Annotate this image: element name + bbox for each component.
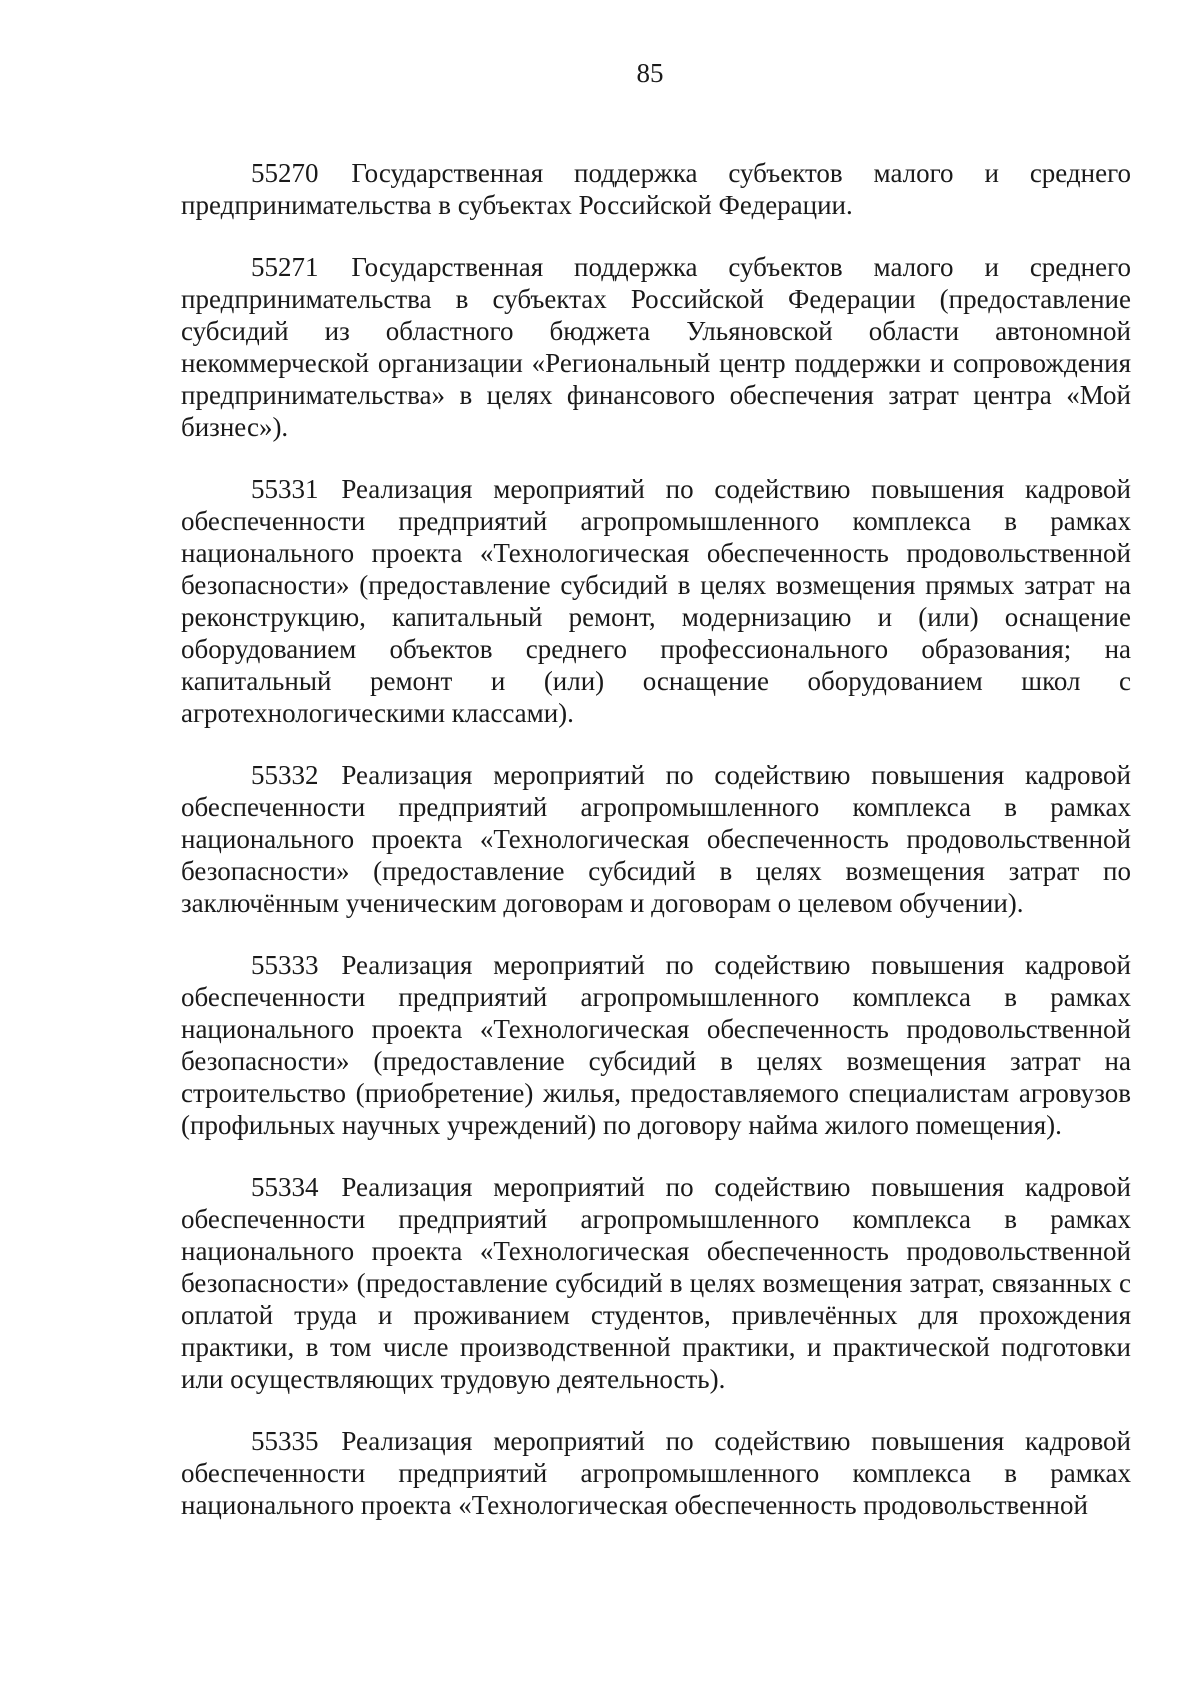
budget-code: 55333 xyxy=(251,950,319,980)
paragraph-55331 xyxy=(181,473,1131,729)
budget-code: 55270 xyxy=(251,158,319,188)
paragraph-55335 xyxy=(181,1425,1131,1521)
paragraph-text: Реализация мероприятий по содействию повышения кадровой обеспеченности предприятий агропромышленного комплекса в рамках национального проекта «Технологическая обеспеченность продовольственной безопасности» (предоставление субсидий в целях возмещения затрат по заключённым ученическим договорам и договорам о целевом обучении). xyxy=(181,760,1131,918)
budget-code: 55332 xyxy=(251,760,319,790)
page-number: 85 xyxy=(636,58,664,88)
paragraph-55333 xyxy=(181,949,1131,1141)
budget-code: 55334 xyxy=(251,1172,319,1202)
document-body xyxy=(181,157,1131,1551)
budget-code: 55335 xyxy=(251,1426,319,1456)
paragraph-text: Реализация мероприятий по содействию повышения кадровой обеспеченности предприятий агропромышленного комплекса в рамках национального проекта «Технологическая обеспеченность продовольственной безопасности» (предоставление субсидий в целях возмещения затрат, связанных с оплатой труда и проживанием студентов, привлечённых для прохождения практики, в том числе производственной практики, и практической подготовки или осуществляющих трудовую деятельность). xyxy=(181,1172,1131,1394)
paragraph-text: Государственная поддержка субъектов малого и среднего предпринимательства в субъектах Российской Федерации. xyxy=(181,158,1131,220)
budget-code: 55271 xyxy=(251,252,319,282)
paragraph-text: Государственная поддержка субъектов малого и среднего предпринимательства в субъектах Российской Федерации (предоставление субсидий из областного бюджета Ульяновской области автономной некоммерческой организации «Региональный центр поддержки и сопровождения предпринимательства» в целях финансового обеспечения затрат центра «Мой бизнес»). xyxy=(181,252,1131,442)
paragraph-text: Реализация мероприятий по содействию повышения кадровой обеспеченности предприятий агропромышленного комплекса в рамках национального проекта «Технологическая обеспеченность продовольственной безопасности» (предоставление субсидий в целях возмещения прямых затрат на реконструкцию, капитальный ремонт, модернизацию и (или) оснащение оборудованием объектов среднего профессионального образования; на капитальный ремонт и (или) оснащение оборудованием школ с агротехнологическими классами). xyxy=(181,474,1131,728)
paragraph-55334 xyxy=(181,1171,1131,1395)
paragraph-text: Реализация мероприятий по содействию повышения кадровой обеспеченности предприятий агропромышленного комплекса в рамках национального проекта «Технологическая обеспеченность продовольственной безопасности» (предоставление субсидий в целях возмещения затрат на строительство (приобретение) жилья, предоставляемого специалистам агровузов (профильных научных учреждений) по договору найма жилого помещения). xyxy=(181,950,1131,1140)
paragraph-55271 xyxy=(181,251,1131,443)
paragraph-55270 xyxy=(181,157,1131,221)
paragraph-55332 xyxy=(181,759,1131,919)
budget-code: 55331 xyxy=(251,474,319,504)
paragraph-text: Реализация мероприятий по содействию повышения кадровой обеспеченности предприятий агропромышленного комплекса в рамках национального проекта «Технологическая обеспеченность продовольственной xyxy=(181,1426,1131,1520)
